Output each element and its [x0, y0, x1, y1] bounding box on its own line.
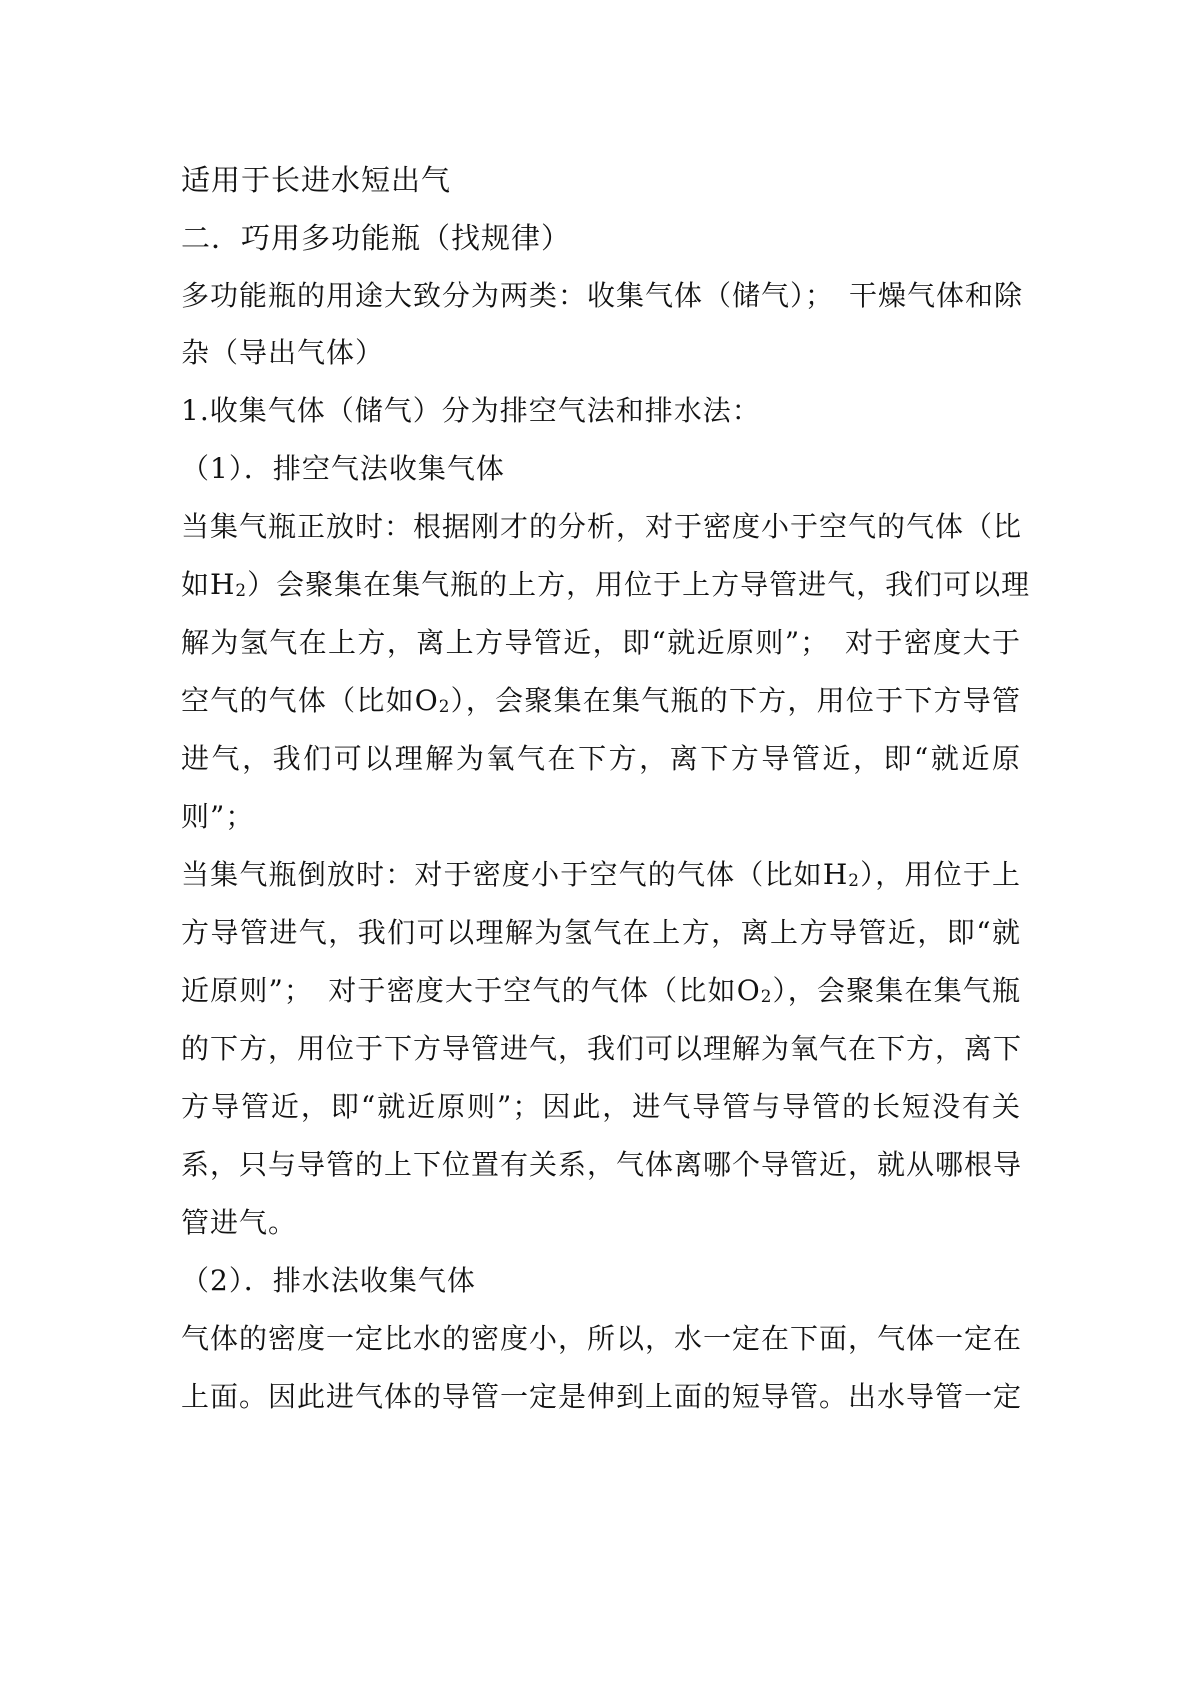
intro-line-2: 杂（导出气体） [181, 336, 385, 369]
upright-line-2: 如$H_2$）会聚集在集气瓶的上方，用位于上方导管进气，我们可以理 [181, 568, 1031, 601]
inverted-line-3: 近原则”； 对于密度大于空气的气体（比如$O_2$），会聚集在集气瓶 [181, 974, 1021, 1007]
upright-line-6: 则”； [181, 800, 255, 833]
upright-line-3: 解为氢气在上方，离上方导管近，即“就近原则”； 对于密度大于 [181, 626, 1021, 659]
inverted-line-6: 系，只与导管的上下位置有关系，气体离哪个导管近，就从哪根导 [181, 1148, 1023, 1181]
water-line-2: 上面。因此进气体的导管一定是伸到上面的短导管。出水导管一定 [181, 1380, 1023, 1413]
water-line-1: 气体的密度一定比水的密度小，所以，水一定在下面，气体一定在 [181, 1322, 1023, 1355]
upright-line-4: 空气的气体（比如$O_2$），会聚集在集气瓶的下方，用位于下方导管 [181, 684, 1021, 717]
upright-line-5: 进气，我们可以理解为氧气在下方，离下方导管近，即“就近原 [181, 742, 1021, 775]
subsection-2-title: （2）．排水法收集气体 [181, 1264, 476, 1297]
heading-long-in-short-out: 适用于长进水短出气 [181, 163, 452, 197]
inverted-line-2: 方导管进气，我们可以理解为氢气在上方，离上方导管近，即“就 [181, 916, 1021, 949]
section-heading-multifunction-bottle: 二．巧用多功能瓶（找规律） [181, 221, 572, 255]
subsection-1-title: （1）．排空气法收集气体 [181, 452, 505, 485]
section-1-title: 1.收集气体（储气）分为排空气法和排水法： [181, 394, 761, 427]
inverted-line-5: 方导管近，即“就近原则”；因此，进气导管与导管的长短没有关 [181, 1090, 1021, 1123]
inverted-line-1: 当集气瓶倒放时：对于密度小于空气的气体（比如$H_2$），用位于上 [181, 858, 1021, 891]
intro-line-1: 多功能瓶的用途大致分为两类：收集气体（储气）； 干燥气体和除 [181, 279, 1024, 312]
inverted-line-4: 的下方，用位于下方导管进气，我们可以理解为氧气在下方，离下 [181, 1032, 1023, 1065]
upright-line-1: 当集气瓶正放时：根据刚才的分析，对于密度小于空气的气体（比 [181, 510, 1023, 543]
inverted-line-7: 管进气。 [181, 1206, 298, 1239]
